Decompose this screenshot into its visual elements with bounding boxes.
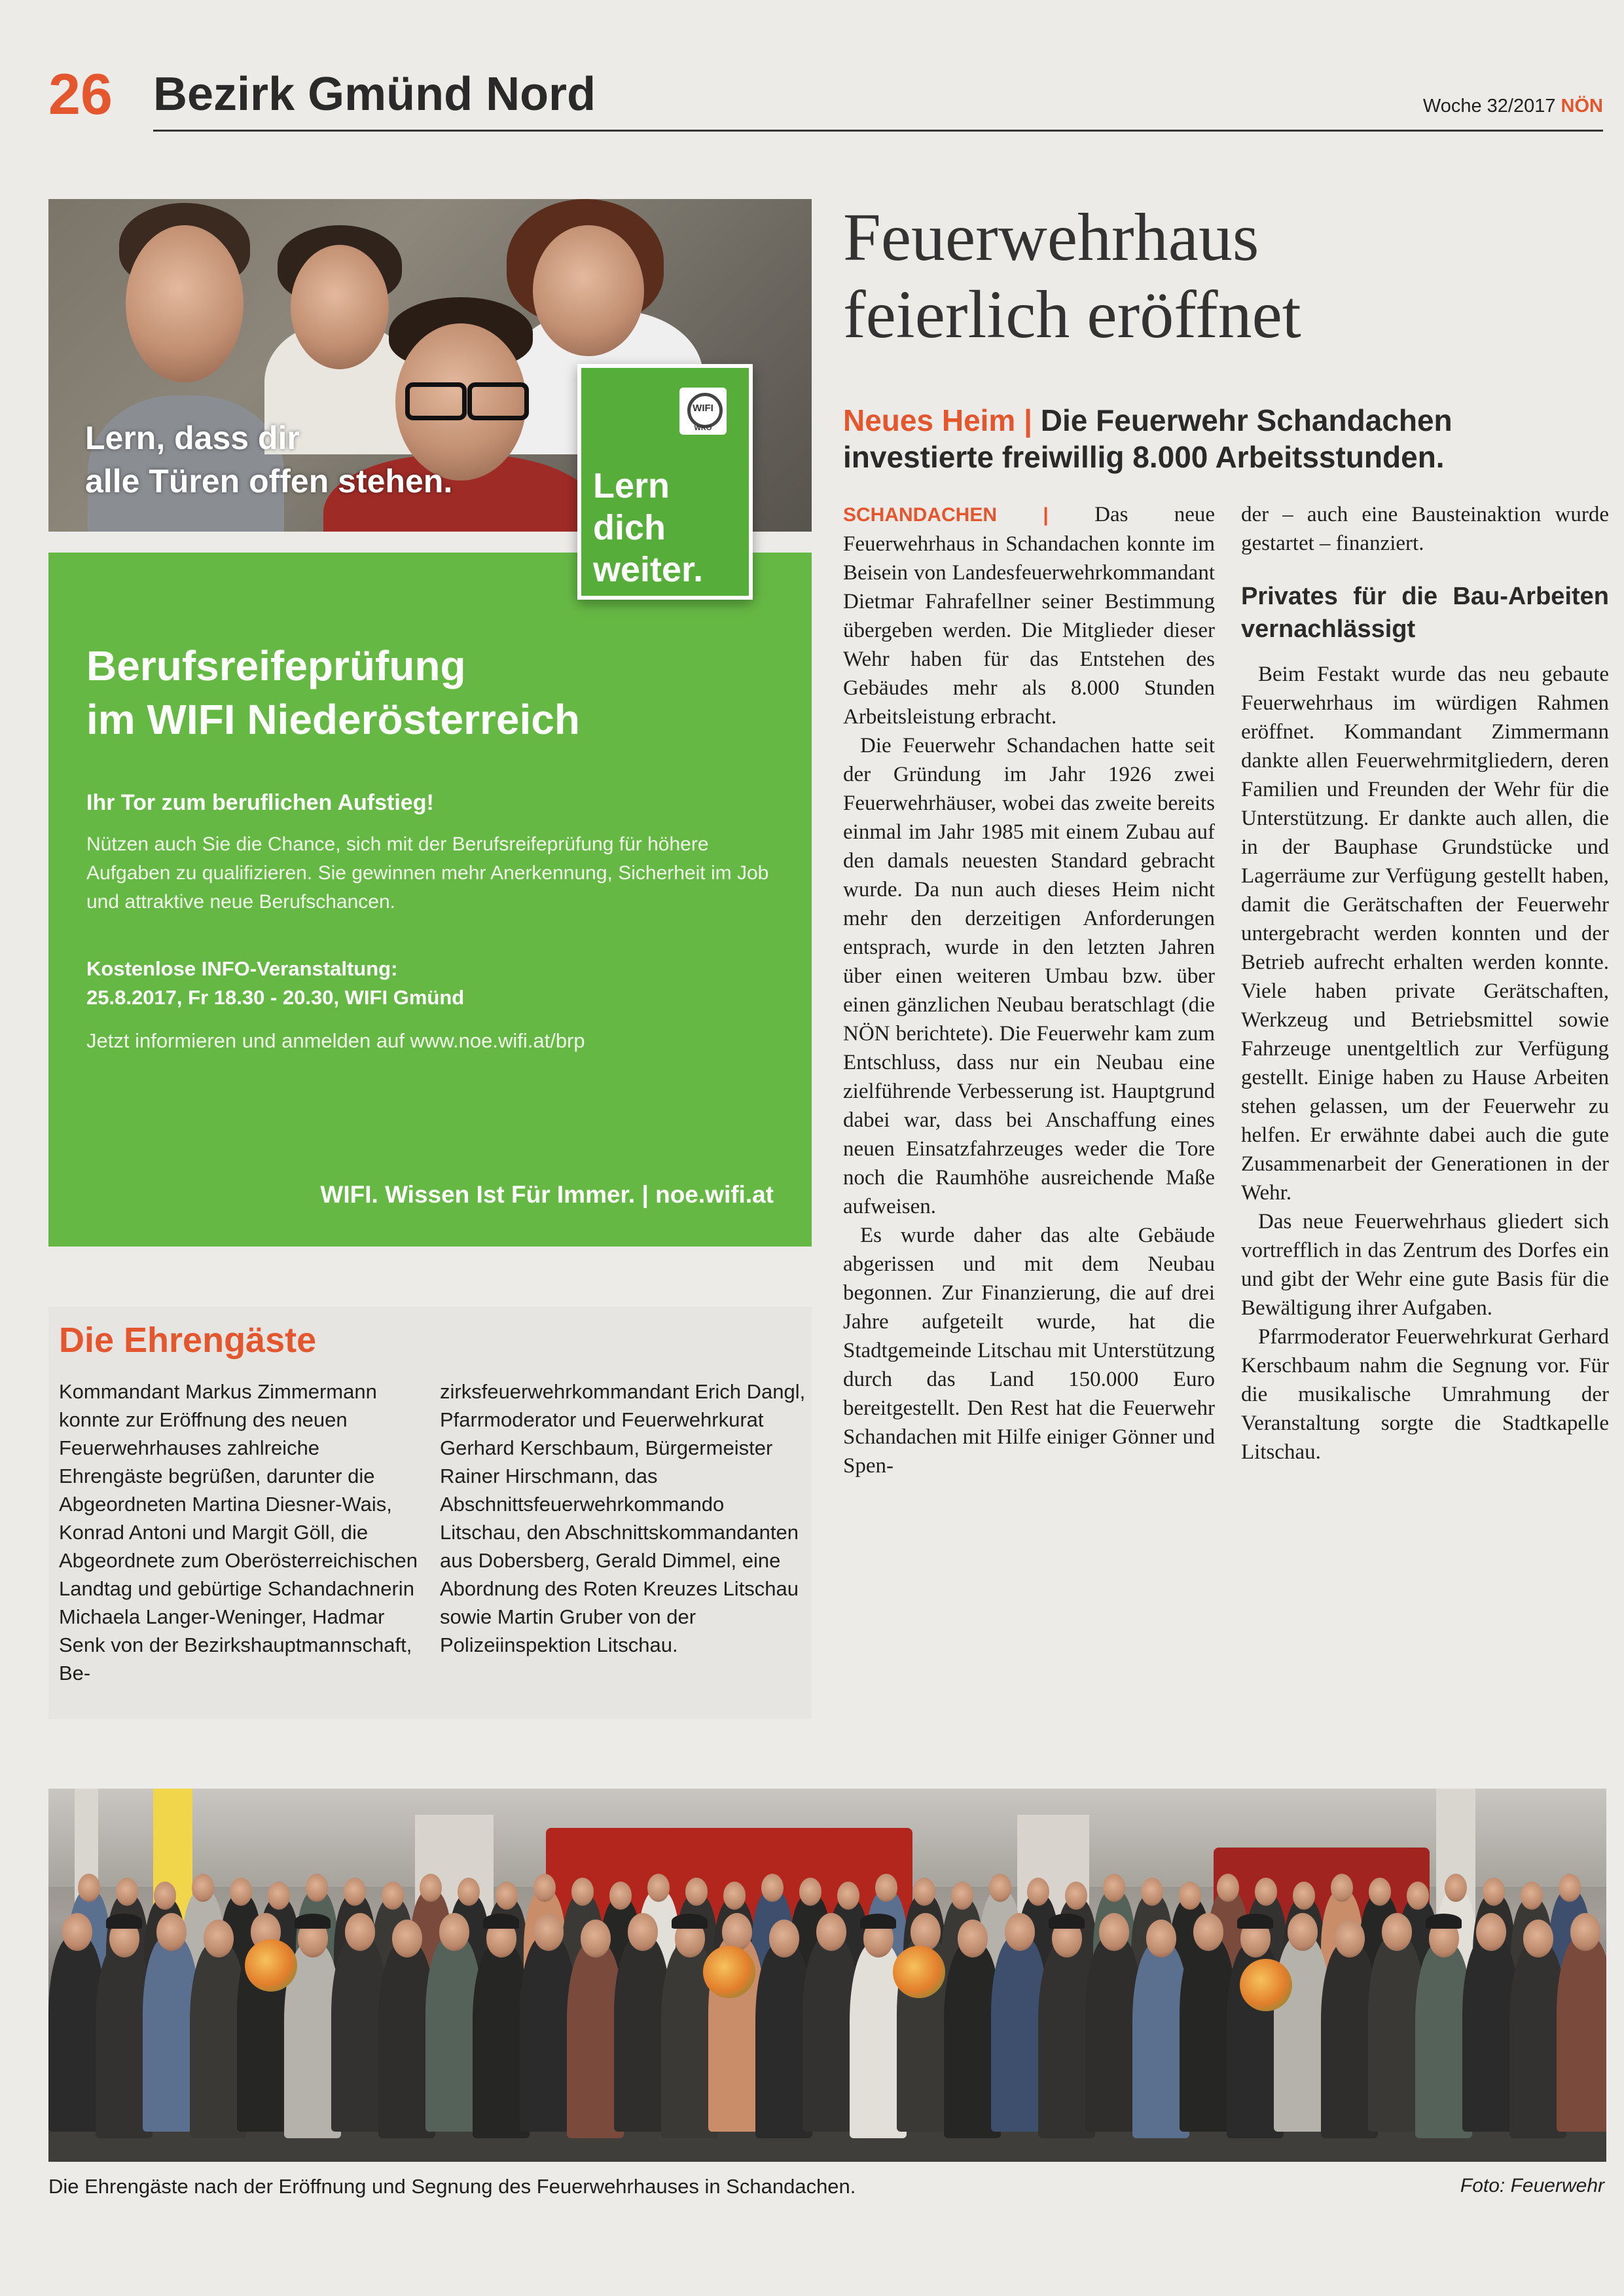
guests-box-column-2: zirksfeuerwehrkommandant Erich Dangl, Pfarrmoderator und Feuerwehrkurat Gerhard Kerschbaum, Bürgermeister Rainer Hirschmann, das Abschnittsfeuerwehrkommando Litschau, den Abschnittskommandanten aus Dobersberg, Gerald Dimmel, eine Abordnung des Roten Kreuzes Litschau sowie Martin Gruber von der Polizeiinspektion Litschau.	[440, 1380, 806, 1656]
article-paragraph-5: Beim Festakt wurde das neu gebaute Feuerwehrhaus im würdigen Rahmen eröffnet. Kommandant Zimmermann dankte allen Feuerwehrmitgliedern, deren Familien und Freunden der Wehr für die Unterstützung. Er dankte auch allen, die in der Bauphase Grundstücke und Lagerräume zur Verfügung gestellt haben, damit die Gerätschaften der Feuerwehr untergebracht werden konnten und der Betrieb aufrecht erhalten werden konnte. Viele haben private Gerätschaften, Werkzeug und Betriebsmittel sowie Fahrzeuge unentgeltlich zur Verfügung gestellt. Einige haben zu Hause Arbeiten stehen gelassen, um der Feuerwehr zu helfen. Er erwähnte dabei auch die gute Zusammenarbeit der Generationen in der Wehr.	[1241, 663, 1609, 1205]
guests-box	[48, 1307, 812, 1719]
ad-book-text	[593, 465, 703, 591]
guests-box-column-1: Kommandant Markus Zimmermann konnte zur Eröffnung des neuen Feuerwehrhauses zahlreiche Ehrengäste begrüßen, darunter die Abgeordneten Martina Diesner-Wais, Konrad Antoni und Margit Göll, die Abgeordnete zum Oberösterreichischen Landtag und gebürtige Schandachnerin Michaela Langer-Weninger, Hadmar Senk von der Bezirkshauptmannschaft, Be-	[59, 1380, 418, 1685]
article-dateline: SCHANDACHEN |	[843, 504, 1095, 526]
ad-book-line1: Lern	[593, 466, 670, 505]
headline-line1: Feuerwehrhaus	[843, 200, 1259, 275]
article-paragraph-7: Pfarrmoderator Feuerwehrkurat Gerhard Kerschbaum nahm die Segnung vor. Für die musikalische Umrahmung der Veranstaltung sorgte die Stadtkapelle Litschau.	[1241, 1325, 1609, 1464]
article-paragraph-2: Die Feuerwehr Schandachen hatte seit der Gründung im Jahr 1926 zwei Feuerwehrhäuser, wobei das zweite bereits einmal im Jahr 1985 mit einem Zubau auf den damals neuesten Standard gebracht wurde. Da nun auch dieses Heim nicht mehr den derzeitigen Anforderungen entsprach, wurde in den letzten Jahren über einen weiteren Umbau bzw. über einen gänzlichen Neubau beratschlagt (die NÖN berichtete). Die Feuerwehr kam zum Entschluss, dass nur ein Neubau eine zielführende Verbesserung ist. Hauptgrund dabei war, dass bei Anschaffung eines neuen Einsatzfahrzeuges weder die Tore noch die Raumhöhe ausreichende Maße aufweisen.	[843, 734, 1215, 1218]
photo-caption: Die Ehrengäste nach der Eröffnung und Segnung des Feuerwehrhauses in Schandachen.	[48, 2175, 856, 2198]
guests-box-title: Die Ehrengäste	[59, 1321, 317, 1360]
ad-book-line3: weiter.	[593, 550, 704, 589]
section-title: Bezirk Gmünd Nord	[153, 68, 596, 120]
article-column-2	[1241, 500, 1609, 1467]
headline-line2: feierlich eröffnet	[843, 277, 1301, 352]
article-paragraph-4: der – auch eine Bausteinaktion wurde gestartet – finanziert.	[1241, 503, 1609, 555]
article-paragraph-3: Es wurde daher das alte Gebäude abgerissen und mit dem Neubau begonnen. Zur Finanzierung, die auf drei Jahre aufgeteilt wurde, hat die Stadtgemeinde Litschau mit Unterstützung durch das Land 150.000 Euro bereitgestellt. Den Rest hat die Feuerwehr Schandachen mit Hilfe einiger Gönner und Spen-	[843, 1224, 1215, 1478]
article-intertitle: Privates für die Bau-Arbeiten vernachlässigt	[1241, 583, 1609, 643]
article-paragraph	[843, 500, 1215, 731]
ad-headline	[86, 639, 580, 746]
ad-slogan-line2: alle Türen offen stehen.	[85, 463, 453, 500]
wko-logo-text: WKO	[694, 424, 712, 432]
issue-label	[1423, 97, 1603, 116]
subhead-line2: investierte freiwillig 8.000 Arbeitsstunden.	[843, 440, 1445, 474]
header-rule	[153, 130, 1603, 132]
article-paragraph-1: Das neue Feuerwehrhaus in Schandachen konnte im Beisein von Landesfeuerwehrkommandant Dietmar Fahrafellner seiner Bestimmung übergeben werden. Die Mitglieder dieser Wehr haben für das Entstehen des Gebäudes mehr als 8.000 Stunden Arbeitsleistung erbracht.	[843, 503, 1215, 729]
flower-bouquet	[893, 1946, 945, 1998]
ad-book-line2: dich	[593, 508, 666, 547]
group-photo	[48, 1789, 1606, 2162]
article-column-1	[843, 500, 1215, 1480]
ad-body-text: Nützen auch Sie die Chance, sich mit der Berufsreifeprüfung für höhere Aufgaben zu qualifizieren. Sie gewinnen mehr Anerkennung, Sicherheit im Job und attraktive neue Berufschancen.	[86, 833, 769, 913]
flower-bouquet	[703, 1946, 755, 1998]
subhead-line1: Die Feuerwehr Schandachen	[1040, 403, 1453, 437]
photo-credit: Foto: Feuerwehr	[1460, 2175, 1604, 2196]
article-headline	[843, 199, 1609, 354]
page-number: 26	[48, 62, 113, 126]
ad-headline-line2: im WIFI Niederösterreich	[86, 696, 580, 743]
article-kicker: Neues Heim	[843, 403, 1016, 437]
ad-slogan	[85, 416, 556, 503]
flower-bouquet	[245, 1939, 297, 1992]
ad-headline-line1: Berufsreifeprüfung	[86, 642, 466, 689]
article-paragraph-6: Das neue Feuerwehrhaus gliedert sich vortrefflich in das Zentrum des Dorfes ein und gibt der Wehr eine gute Basis für die Bewältigung ihrer Aufgaben.	[1241, 1210, 1609, 1320]
ad-subheadline: Ihr Tor zum beruflichen Aufstieg!	[86, 790, 434, 815]
ad-book-cover	[577, 364, 753, 600]
ad-info-title: Kostenlose INFO-Veranstaltung:	[86, 957, 398, 980]
ad-footer-link[interactable]: WIFI. Wissen Ist Für Immer. | noe.wifi.at	[320, 1181, 774, 1208]
wifi-logo-text: WIFI	[693, 403, 713, 414]
wifi-advertisement[interactable]	[48, 199, 812, 1247]
ad-info-date: 25.8.2017, Fr 18.30 - 20.30, WIFI Gmünd	[86, 986, 465, 1009]
kicker-separator: |	[1015, 403, 1041, 437]
ad-slogan-line1: Lern, dass dir	[85, 420, 300, 456]
article-subheadline	[843, 402, 1453, 475]
wifi-logo	[679, 388, 727, 435]
flower-bouquet	[1240, 1959, 1292, 2011]
issue-week: Woche 32/2017	[1422, 96, 1561, 117]
ad-signup-link[interactable]: Jetzt informieren und anmelden auf www.noe.wifi.at/brp	[86, 1029, 585, 1052]
newspaper-logo: NÖN	[1561, 96, 1603, 117]
